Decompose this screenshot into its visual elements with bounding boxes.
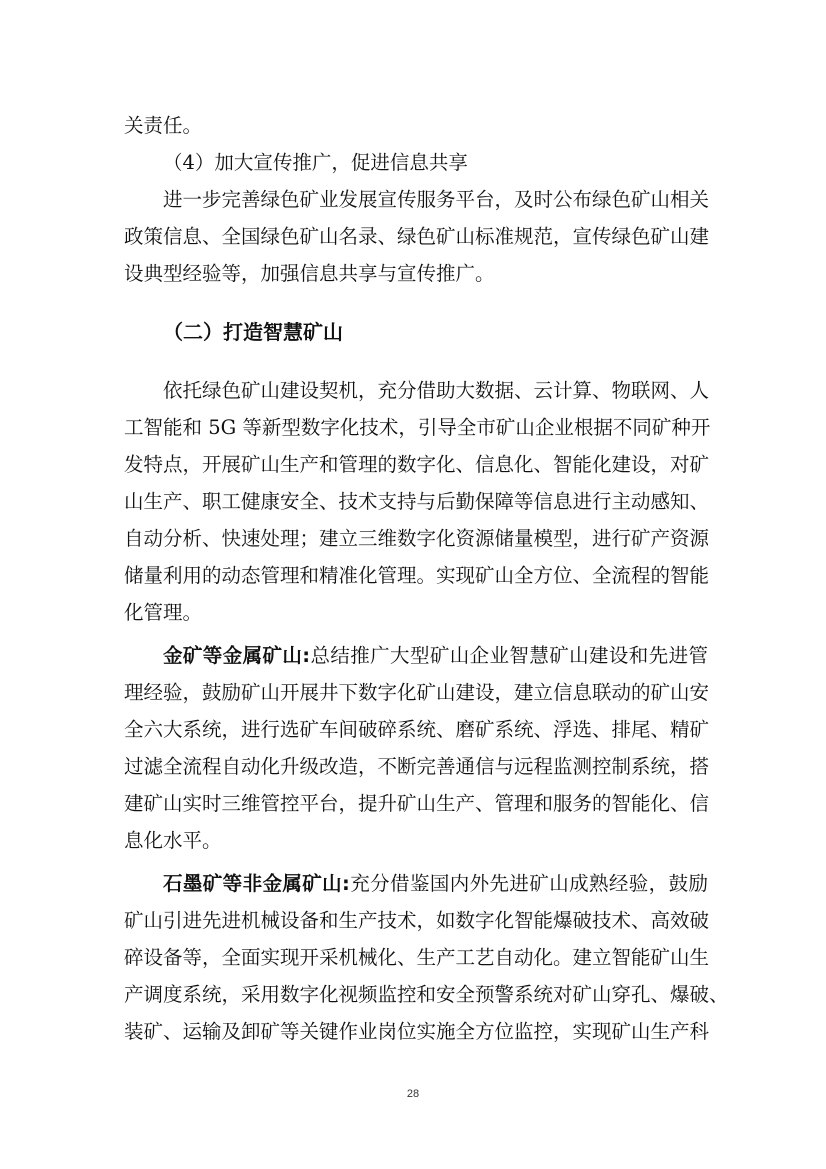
subheading-4: （4）加大宣传推广，促进信息共享	[163, 151, 468, 174]
paragraph-line: 建矿山实时三维管控平台，提升矿山生产、管理和服务的智能化、信	[124, 792, 710, 815]
paragraph-line: 息化水平。	[124, 829, 222, 852]
paragraph-line: 储量利用的动态管理和精准化管理。实现矿山全方位、全流程的智能	[124, 564, 710, 587]
paragraph-line: 工智能和 5G 等新型数字化技术，引导全市矿山企业根据不同矿种开	[124, 416, 711, 439]
paragraph-line: 依托绿色矿山建设契机，充分借助大数据、云计算、物联网、人	[163, 379, 710, 402]
paragraph-line: 山生产、职工健康安全、技术支持与后勤保障等信息进行主动感知、	[124, 490, 710, 513]
paragraph-line: 发特点，开展矿山生产和管理的数字化、信息化、智能化建设，对矿	[124, 453, 710, 476]
paragraph-line: 自动分析、快速处理；建立三维数字化资源储量模型，进行矿产资源	[124, 527, 710, 550]
paragraph-line: 全六大系统，进行选矿车间破碎系统、磨矿系统、浮选、排尾、精矿	[124, 718, 710, 741]
paragraph-line: 产调度系统，采用数字化视频监控和安全预警系统对矿山穿孔、爆破、	[124, 983, 729, 1006]
paragraph-line: 过滤全流程自动化升级改造，不断完善通信与远程监测控制系统，搭	[124, 755, 710, 778]
nonmetal-mines-text: 充分借鉴国内外先进矿山成熟经验，鼓励	[349, 872, 708, 895]
paragraph-line: 设典型经验等，加强信息共享与宣传推广。	[124, 262, 495, 285]
paragraph-line: 进一步完善绿色矿业发展宣传服务平台，及时公布绿色矿山相关	[163, 188, 710, 211]
paragraph-line: 矿山引进先进机械设备和生产技术，如数字化智能爆破技术、高效破	[124, 909, 710, 932]
continuation-line: 关责任。	[124, 114, 203, 137]
metal-mines-text: 总结推广大型矿山企业智慧矿山建设和先进管	[310, 644, 708, 667]
paragraph-line	[163, 642, 708, 670]
nonmetal-mines-lead: 石墨矿等非金属矿山:	[163, 872, 350, 895]
paragraph-line: 政策信息、全国绿色矿山名录、绿色矿山标准规范，宣传绿色矿山建	[124, 225, 710, 248]
metal-mines-lead: 金矿等金属矿山:	[163, 644, 311, 667]
paragraph-line: 理经验，鼓励矿山开展井下数字化矿山建设，建立信息联动的矿山安	[124, 681, 710, 704]
paragraph-line: 化管理。	[124, 601, 203, 624]
page-number: 28	[406, 1088, 420, 1100]
section-title: （二）打造智慧矿山	[163, 320, 343, 344]
paragraph-line	[163, 870, 708, 898]
paragraph-line: 碎设备等，全面实现开采机械化、生产工艺自动化。建立智能矿山生	[124, 946, 710, 969]
paragraph-line: 装矿、运输及卸矿等关键作业岗位实施全方位监控，实现矿山生产科	[124, 1020, 710, 1043]
